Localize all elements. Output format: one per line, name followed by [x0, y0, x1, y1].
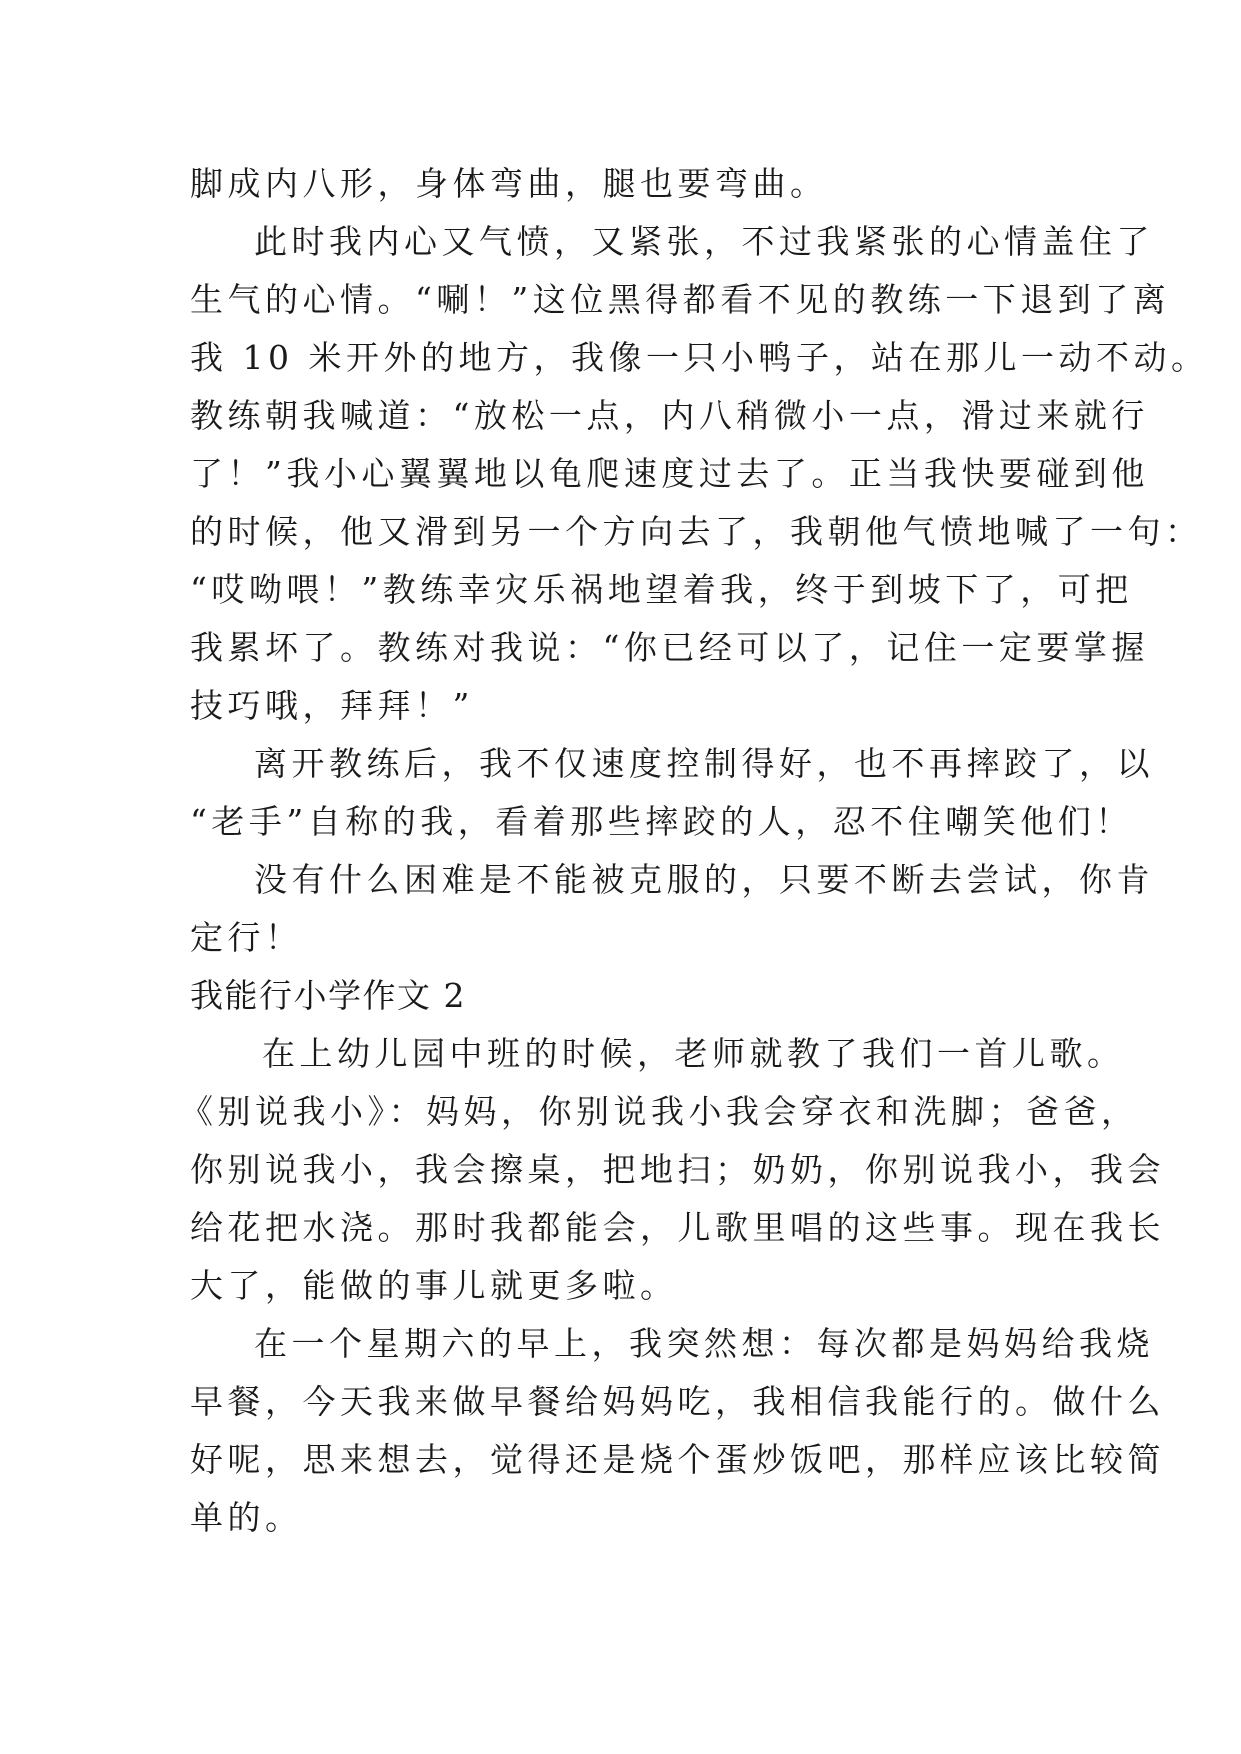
paragraph-line: 在一个星期六的早上，我突然想：每次都是妈妈给我烧 [254, 1324, 1154, 1363]
paragraph-line: 脚成内八形，身体弯曲，腿也要弯曲。 [190, 164, 828, 203]
paragraph-line: 大了，能做的事儿就更多啦。 [190, 1266, 678, 1305]
paragraph-line: 此时我内心又气愤，又紧张，不过我紧张的心情盖住了 [254, 222, 1154, 261]
paragraph-line: 教练朝我喊道：“放松一点，内八稍微小一点，滑过来就行 [190, 396, 1149, 435]
section-heading: 我能行小学作文 2 [190, 976, 466, 1015]
paragraph-line: 技巧哦，拜拜！” [190, 686, 474, 725]
paragraph-line: 的时候，他又滑到另一个方向去了，我朝他气愤地喊了一句： [190, 512, 1203, 551]
paragraph-line: 《别说我小》：妈妈，你别说我小我会穿衣和洗脚；爸爸， [180, 1092, 1139, 1131]
paragraph-line: 没有什么困难是不能被克服的，只要不断去尝试，你肯 [254, 860, 1154, 899]
paragraph-line: 早餐，今天我来做早餐给妈妈吃，我相信我能行的。做什么 [190, 1382, 1165, 1421]
paragraph-line: 了！”我小心翼翼地以龟爬速度过去了。正当我快要碰到他 [190, 454, 1149, 493]
paragraph-line: 生气的心情。“唰！”这位黑得都看不见的教练一下退到了离 [190, 280, 1171, 319]
paragraph-line: 定行！ [190, 918, 303, 957]
paragraph-line: 在上幼儿园中班的时候，老师就教了我们一首儿歌。 [262, 1034, 1125, 1073]
paragraph-line: 给花把水浇。那时我都能会，儿歌里唱的这些事。现在我长 [190, 1208, 1165, 1247]
paragraph-line: 你别说我小，我会擦桌，把地扫；奶奶，你别说我小，我会 [190, 1150, 1165, 1189]
paragraph-line: “老手”自称的我，看着那些摔跤的人，忍不住嘲笑他们！ [190, 802, 1133, 841]
paragraph-line: 我累坏了。教练对我说：“你已经可以了，记住一定要掌握 [190, 628, 1149, 667]
paragraph-line: “哎呦喂！”教练幸灾乐祸地望着我，终于到坡下了，可把 [190, 570, 1133, 609]
paragraph-line: 好呢，思来想去，觉得还是烧个蛋炒饭吧，那样应该比较简 [190, 1440, 1165, 1479]
paragraph-line: 单的。 [190, 1498, 303, 1537]
paragraph-line: 离开教练后，我不仅速度控制得好，也不再摔跤了，以 [254, 744, 1154, 783]
paragraph-line: 我 10 米开外的地方，我像一只小鸭子，站在那儿一动不动。 [190, 338, 1209, 377]
